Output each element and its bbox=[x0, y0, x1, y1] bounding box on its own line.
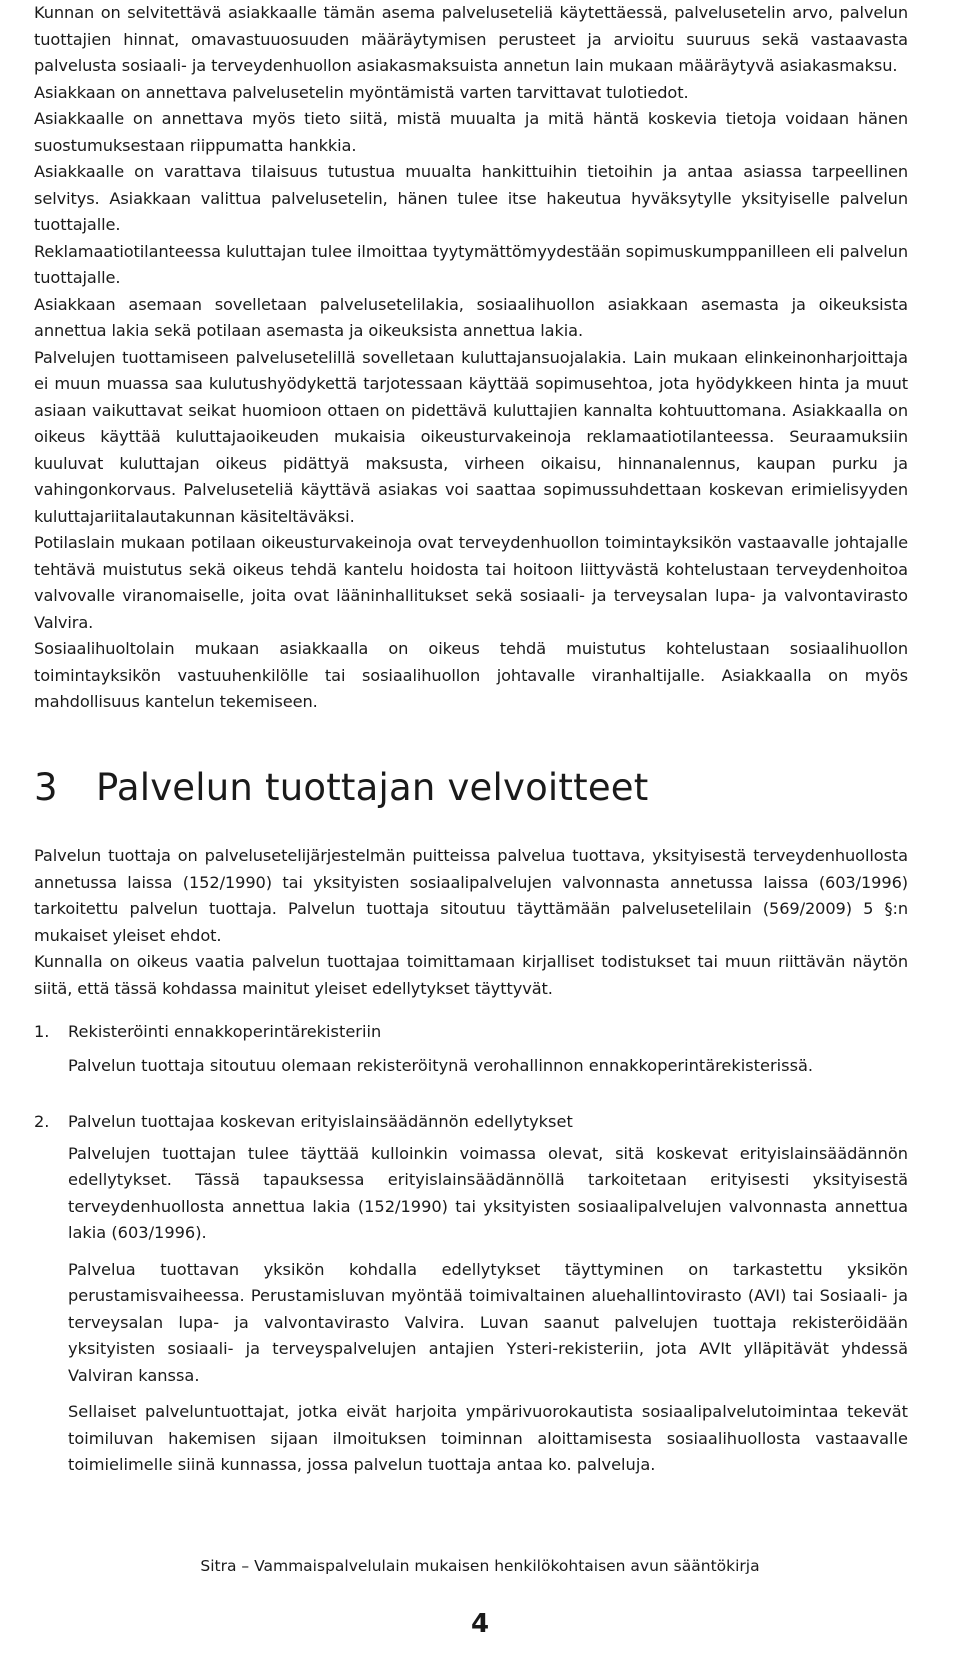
section-heading bbox=[34, 764, 648, 812]
paragraph: Palvelun tuottaja on palvelusetelijärjestelmän puitteissa palvelua tuottava, yksityisestä terveydenhuollosta annetussa laissa (152/1990) tai yksityisten sosiaalipalvelujen valvonnasta annetussa laissa (603/1996) tarkoitettu palvelun tuottaja. Palvelun tuottaja sitoutuu täyttämään palvelusetelilain (569/2009) 5 §:n mukaiset yleiset ehdot. bbox=[34, 846, 908, 945]
paragraph: Kunnalla on oikeus vaatia palvelun tuottajaa toimittamaan kirjalliset todistukset tai muun riittävän näytön siitä, että tässä kohdassa mainitut yleiset edellytykset täyttyvät. bbox=[34, 952, 908, 998]
paragraph: Asiakkaalle on annettava myös tieto siitä, mistä muualta ja mitä häntä koskevia tietoja voidaan hänen suostumuksestaan riippumatta hankkia. bbox=[34, 109, 908, 155]
page-footer: Sitra – Vammaispalvelulain mukaisen henkilökohtaisen avun sääntökirja bbox=[200, 1557, 760, 1575]
paragraph: Palvelua tuottavan yksikön kohdalla edellytykset täyttyminen on tarkastettu yksikön perustamisvaiheessa. Perustamisluvan myöntää toimivaltainen aluehallintovirasto (AVI) tai Sosiaali- ja terveysalan lupa- ja valvontavirasto Valvira. Luvan saanut palvelujen tuottaja rekisteröidään yksityisten sosiaali- ja terveyspalvelujen antajien Ysteri-rekisteriin, jota AVIt ylläpitävät yhdessä Valviran kanssa. bbox=[68, 1259, 908, 1385]
paragraph: Kunnan on selvitettävä asiakkaalle tämän asema palveluseteliä käytettäessä, palvelusetelin arvo, palvelun tuottajien hinnat, omavastuuosuuden määräytymisen perusteet ja arvioitu suuruus sekä vastaavasta palvelusta sosiaali- ja terveydenhuollon asiakasmaksuista annetun lain mukaan määräytyvä asiakasmaksu. bbox=[34, 3, 908, 75]
list-item-number: 2. bbox=[34, 1112, 50, 1131]
section-number: 3 bbox=[34, 766, 58, 809]
paragraph: Potilaslain mukaan potilaan oikeusturvakeinoja ovat terveydenhuollon toimintayksikön vastaavalle johtajalle tehtävä muistutus sekä oikeus tehdä kantelu hoidosta tai hoitoon liittyvästä kohtelustaan terveydenhoitoa valvovalle viranomaiselle, joita ovat lääninhallitukset sekä sosiaali- ja terveysalan lupa- ja valvontavirasto Valvira. bbox=[34, 533, 908, 632]
paragraph: Palvelun tuottaja sitoutuu olemaan rekisteröitynä verohallinnon ennakkoperintärekisterissä. bbox=[68, 1055, 814, 1075]
page-number: 4 bbox=[470, 1609, 490, 1639]
paragraph: Asiakkaan on annettava palvelusetelin myöntämistä varten tarvittavat tulotiedot. bbox=[34, 82, 689, 102]
list-item-label: Rekisteröinti ennakkoperintärekisteriin bbox=[68, 1022, 382, 1041]
paragraph: Asiakkaan asemaan sovelletaan palvelusetelilakia, sosiaalihuollon asiakkaan asemasta ja oikeuksista annettua lakia sekä potilaan asemasta ja oikeuksista annettua lakia. bbox=[34, 294, 908, 340]
paragraph: Sosiaalihuoltolain mukaan asiakkaalla on oikeus tehdä muistutus kohtelustaan sosiaalihuollon toimintayksikön vastuuhenkilölle tai sosiaalihuollon johtavalle viranhaltijalle. Asiakkaalla on myös mahdollisuus kantelun tekemiseen. bbox=[34, 639, 908, 711]
section-intro-block bbox=[34, 843, 908, 1002]
list-item-label: Palvelun tuottajaa koskevan erityislainsäädännön edellytykset bbox=[68, 1112, 573, 1131]
paragraph: Sellaiset palveluntuottajat, jotka eivät harjoita ympärivuorokautista sosiaalipalvelutoimintaa tekevät toimiluvan hakemisen sijaan ilmoituksen toiminnan aloittamisesta sosiaalihuollosta vastaavalle toimielimelle siinä kunnassa, jossa palvelun tuottaja antaa ko. palveluja. bbox=[68, 1402, 908, 1474]
list-item-1 bbox=[34, 1019, 908, 1089]
list-item-2 bbox=[34, 1109, 908, 1489]
paragraph: Palvelujen tuottamiseen palvelusetelillä sovelletaan kuluttajansuojalakia. Lain mukaan elinkeinonharjoittaja ei muun muassa saa kulutushyödykettä tarjotessaan käyttää sopimusehtoa, jota hyödykkeen hinta ja muut asiaan vaikuttavat seikat huomioon ottaen on pidettävä kuluttajien kannalta kohtuuttomana. Asiakkaalla on oikeus käyttää kuluttajaoikeuden mukaisia oikeusturvakeinoja reklamaatiotilanteessa. Seuraamuksiin kuuluvat kuluttajan oikeus pidättyä maksusta, virheen oikaisu, hinnanalennus, kaupan purku ja vahingonkorvaus. Palveluseteliä käyttävä asiakas voi saattaa sopimussuhdettaan koskevan erimielisyyden kuluttajariitalautakunnan käsiteltäväksi. bbox=[34, 347, 908, 526]
paragraph: Asiakkaalle on varattava tilaisuus tutustua muualta hankittuihin tietoihin ja antaa asiassa tarpeellinen selvitys. Asiakkaan valittua palvelusetelin, hänen tulee itse hakeutua hyväksytylle yksityiselle palvelun tuottajalle. bbox=[34, 162, 908, 234]
section-title: Palvelun tuottajan velvoitteet bbox=[96, 766, 649, 809]
intro-text-block bbox=[34, 0, 908, 716]
paragraph: Palvelujen tuottajan tulee täyttää kulloinkin voimassa olevat, sitä koskevat erityislainsäädännön edellytykset. Tässä tapauksessa erityislainsäädännöllä tarkoitetaan erityisesti yksityisestä terveydenhuollosta annettua lakia (152/1990) tai yksityisten sosiaalipalvelujen valvonnasta annettua lakia (603/1996). bbox=[68, 1143, 908, 1242]
list-item-number: 1. bbox=[34, 1022, 50, 1041]
paragraph: Reklamaatiotilanteessa kuluttajan tulee ilmoittaa tyytymättömyydestään sopimuskumppanilleen eli palvelun tuottajalle. bbox=[34, 241, 908, 287]
